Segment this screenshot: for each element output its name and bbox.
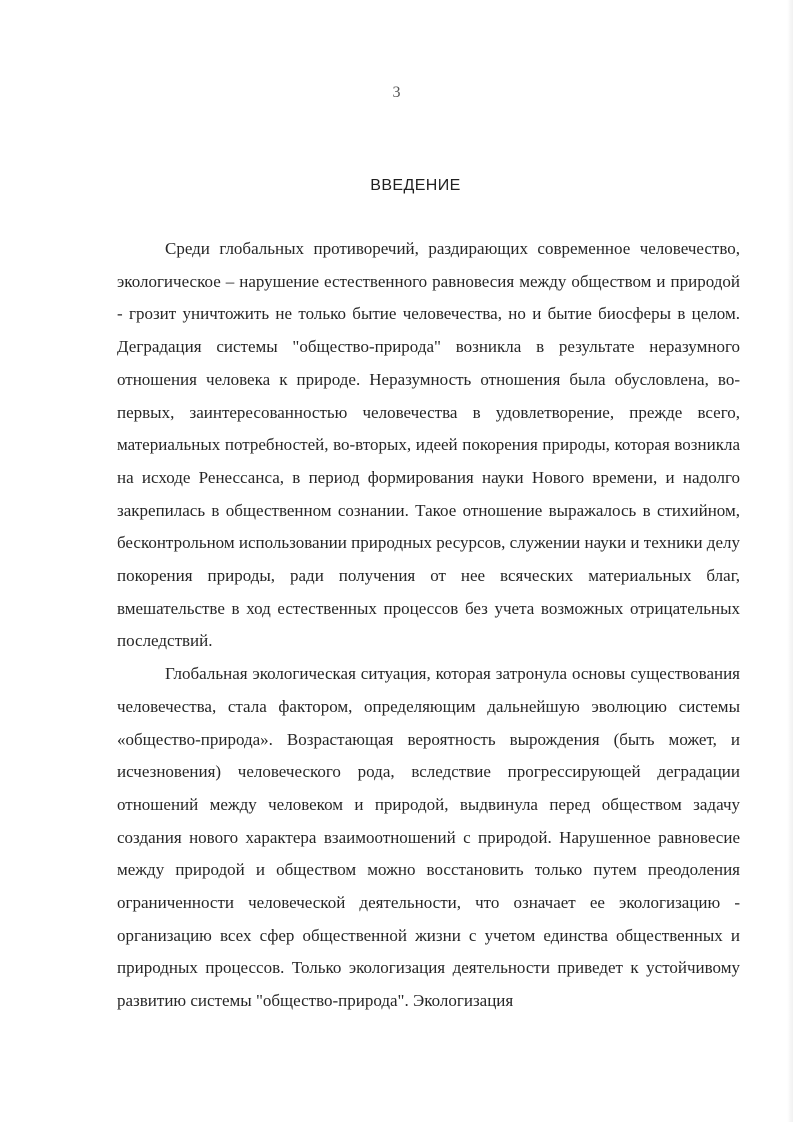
page-title: ВВЕДЕНИЕ xyxy=(370,177,461,194)
page-number: 3 xyxy=(392,84,401,101)
scan-edge-shadow xyxy=(787,0,793,1122)
paragraph-1: Среди глобальных противоречий, раздирающих современное человечество, экологическое – нарушение естественного равновесия между обществом и природой - грозит уничтожить не только бытие человечества, но и бытие биосферы в целом. Деградация системы "общество-природа" возникла в результате неразумного отношения человека к природе. Неразумность отношения была обусловлена, во-первых, заинтересованностью человечества в удовлетворение, прежде всего, материальных потребностей, во-вторых, идеей покорения природы, которая возникла на исходе Ренессанса, в период формирования науки Нового времени, и надолго закрепилась в общественном сознании. Такое отношение выражалось в стихийном, бесконтрольном использовании природных ресурсов, служении науки и техники делу покорения природы, ради получения от нее всяческих материальных благ, вмешательстве в ход естественных процессов без учета возможных отрицательных последствий. xyxy=(117,239,740,651)
body-text xyxy=(117,233,740,1018)
paragraph-2: Глобальная экологическая ситуация, которая затронула основы существования человечества, стала фактором, определяющим дальнейшую эволюцию системы «общество-природа». Возрастающая вероятность вырождения (быть может, и исчезновения) человеческого рода, вследствие прогрессирующей деградации отношений между человеком и природой, выдвинула перед обществом задачу создания нового характера взаимоотношений с природой. Нарушенное равновесие между природой и обществом можно восстановить только путем преодоления ограниченности человеческой деятельности, что означает ее экологизацию - организацию всех сфер общественной жизни с учетом единства общественных и природных процессов. Только экологизация деятельности приведет к устойчивому развитию системы "общество-природа". Экологизация xyxy=(117,664,740,1011)
